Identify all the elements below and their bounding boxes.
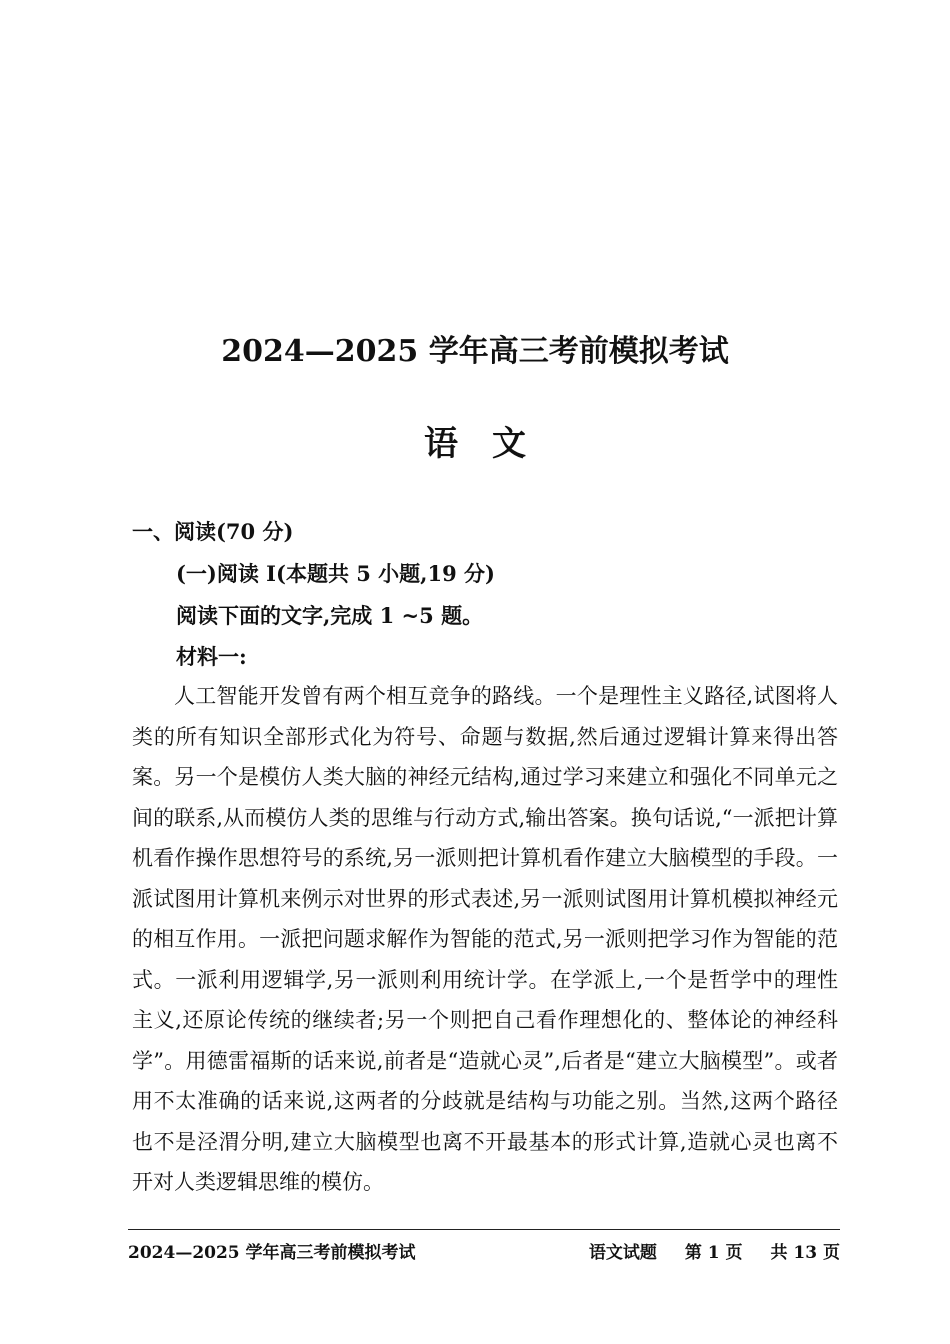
footer-divider: [128, 1229, 840, 1230]
material-label: 材料一:: [176, 644, 247, 669]
footer-page-number: 第 1 页: [684, 1243, 743, 1263]
section-heading: 一、阅读(70 分): [132, 519, 294, 544]
exam-subject: 语文: [424, 424, 560, 464]
passage-paragraph: 人工智能开发曾有两个相互竞争的路线。一个是理性主义路径,试图将人类的所有知识全部形式化为符号、命题与数据,然后通过逻辑计算来得出答案。另一个是模仿人类大脑的神经元结构,通过学习来建立和强化不同单元之间的联系,从而模仿人类的思维与行动方式,输出答案。换句话说,“一派把计算机看作操作思想符号的系统,另一派则把计算机看作建立大脑模型的手段。一派试图用计算机来例示对世界的形式表述,另一派则试图用计算机模拟神经元的相互作用。一派把问题求解作为智能的范式,另一派则把学习作为智能的范式。一派利用逻辑学,另一派则利用统计学。在学派上,一个是哲学中的理性主义,还原论传统的继续者;另一个则把自己看作理想化的、整体论的神经科学”。用德雷福斯的话来说,前者是“造就心灵”,后者是“建立大脑模型”。或者用不太准确的话来说,这两者的分歧就是结构与功能之别。当然,这两个路径也不是泾渭分明,建立大脑模型也离不开最基本的形式计算,造就心灵也离不开对人类逻辑思维的模仿。: [132, 684, 838, 1194]
footer-page-total: 共 13 页: [770, 1243, 840, 1263]
exam-title: 2024—2025 学年高三考前模拟考试: [221, 334, 729, 369]
footer-subject: 语文试题: [588, 1243, 657, 1263]
subsection-heading: (一)阅读 I(本题共 5 小题,19 分): [176, 561, 495, 586]
footer-page-info: [589, 1238, 840, 1263]
reading-instruction: 阅读下面的文字,完成 1 ~5 题。: [176, 603, 484, 628]
footer-exam-title: 2024—2025 学年高三考前模拟考试: [128, 1243, 416, 1263]
